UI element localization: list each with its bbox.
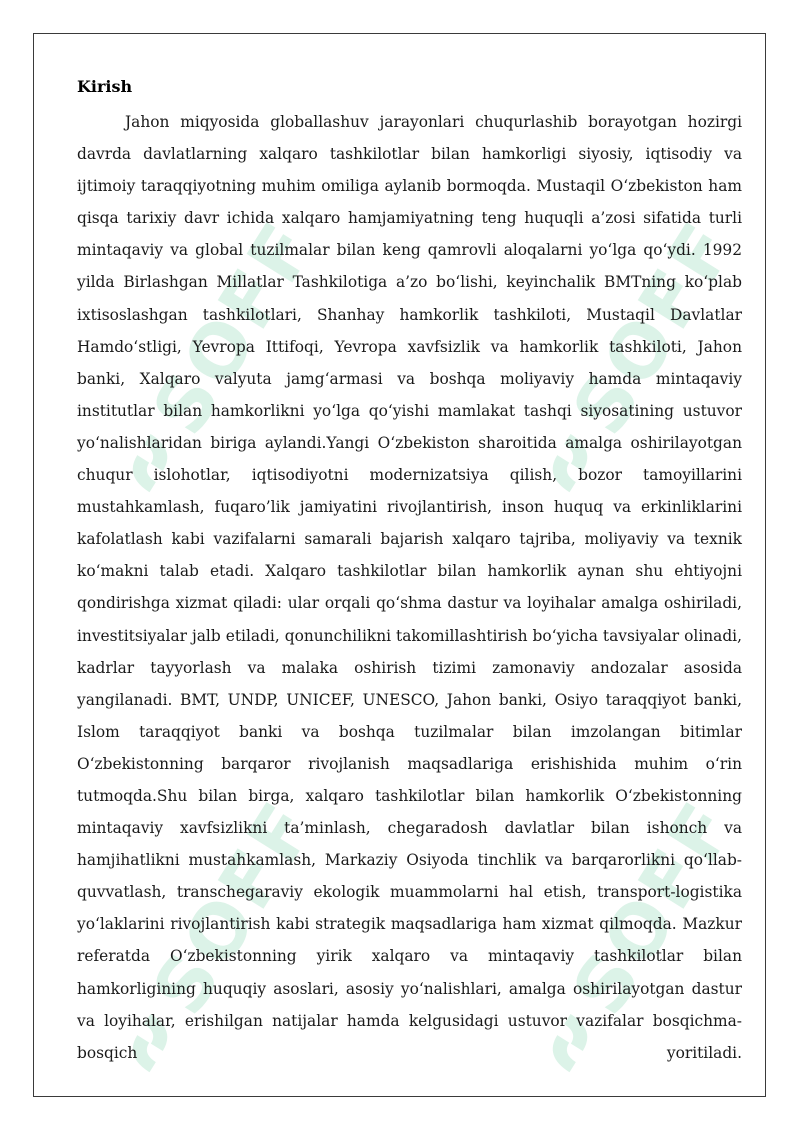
section-heading: Kirish [77, 77, 133, 96]
watermark: SOFF [95, 206, 333, 516]
watermark: SOFF [515, 206, 753, 516]
watermark: SOFF [515, 786, 753, 1096]
document-content [77, 72, 742, 1069]
body-paragraph: Jahon miqyosida globallashuv jarayonlari chuqurlashib borayotgan hozirgi davrda davlatlarning xalqaro tashkilotlar bilan hamkorligi siyosiy, iqtisodiy va ijtimoiy taraqqiyotning muhim omiliga aylanib bormoqda. Mustaqil O‘zbekiston ham qisqa tarixiy davr ichida xalqaro hamjamiyatning teng huquqli a’zosi sifatida turli mintaqaviy va global tuzilmalar bilan keng qamrovli aloqalarni yo‘lga qo‘ydi. 1992 yilda Birlashgan Millatlar Tashkilotiga a’zo bo‘lishi, keyinchalik BMTning ko‘plab ixtisoslashgan tashkilotlari, Shanhay hamkorlik tashkiloti, Mustaqil Davlatlar Hamdo‘stligi, Yevropa Ittifoqi, Yevropa xavfsizlik va hamkorlik tashkiloti, Jahon banki, Xalqaro valyuta jamg‘armasi va boshqa moliyaviy hamda mintaqaviy institutlar bilan hamkorlikni yo‘lga qo‘yishi mamlakat tashqi siyosatining ustuvor yo‘nalishlaridan biriga aylandi.Yangi O‘zbekiston sharoitida amalga oshirilayotgan chuqur islohotlar, iqtisodiyotni modernizatsiya qilish, bozor tamoyillarini mustahkamlash, fuqaro’lik jamiyatini rivojlantirish, inson huquq va erkinliklarini kafolatlash kabi vazifalarni samarali bajarish xalqaro tajriba, moliyaviy va texnik ko‘makni talab etadi. Xalqaro tashkilotlar bilan hamkorlik aynan shu ehtiyojni qondirishga xizmat qiladi: ular orqali qo‘shma dastur va loyihalar amalga oshiriladi, investitsiyalar jalb etiladi, qonunchilikni takomillashtirish bo‘yicha tavsiyalar olinadi, kadrlar tayyorlash va malaka oshirish tizimi zamonaviy andozalar asosida yangilanadi. BMT, UNDP, UNICEF, UNESCO, Jahon banki, Osiyo taraqqiyot banki, Islom taraqqiyot banki va boshqa tuzilmalar bilan imzolangan bitimlar O‘zbekistonning barqaror rivojlanish maqsadlariga erishishida muhim o‘rin tutmoqda.Shu bilan birga, xalqaro tashkilotlar bilan hamkorlik O‘zbekistonning mintaqaviy xavfsizlikni ta’minlash, chegaradosh davlatlar bilan ishonch va hamjihatlikni mustahkamlash, Markaziy Osiyoda tinchlik va barqarorlikni qo‘llab-quvvatlash, transchegaraviy ekologik muammolarni hal etish, transport-logistika yo‘laklarini rivojlantirish kabi strategik maqsadlariga ham xizmat qilmoqda. Mazkur referatda O‘zbekistonning yirik xalqaro va mintaqaviy tashkilotlar bilan hamkorligining huquqiy asoslari, asosiy yo‘nalishlari, amalga oshirilayotgan dastur va loyihalar, erishilgan natijalar hamda kelgusidagi ustuvor vazifalar bosqichma-bosqich yoritiladi. [77, 113, 742, 1062]
watermark: SOFF [95, 786, 333, 1096]
